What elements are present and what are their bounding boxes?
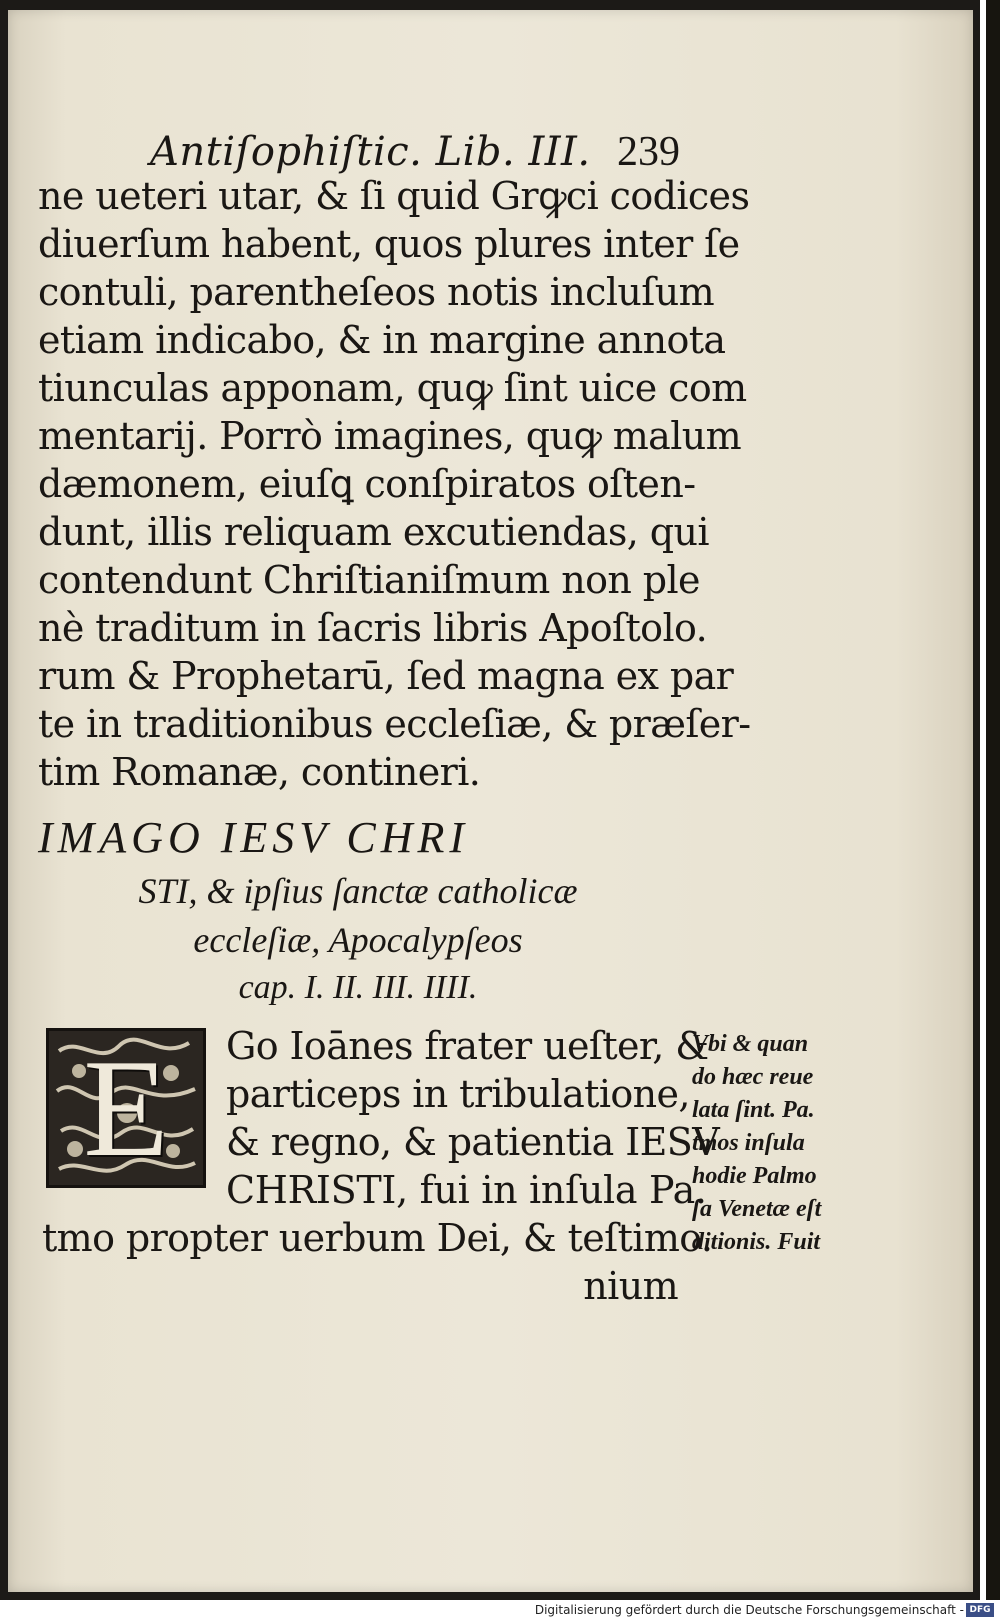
heading-line-4: cap. I. II. III. IIII. — [238, 969, 478, 1006]
page-number: 239 — [617, 129, 680, 175]
body-line: ne ueteri utar, & ſi quid Grꝙci codices — [38, 174, 750, 218]
heading-line-1: IMAGO IESV CHRI — [38, 813, 469, 862]
margin-note-line: ſa Venetæ eſt — [692, 1196, 822, 1222]
footer-credit: Digitalisierung gefördert durch die Deutsche Forschungsgemeinschaft - — [534, 1603, 964, 1617]
body-line: tim Romanæ, contineri. — [38, 750, 481, 794]
heading-line-2: STI, & ipſius ſanctæ catholicæ — [138, 871, 578, 911]
margin-note-line: tmos inſula — [692, 1130, 805, 1156]
initial-letter: E — [83, 1031, 169, 1186]
body-line: etiam indicabo, & in margine annota — [38, 318, 726, 362]
page-edge-shadow — [986, 0, 1000, 1600]
catchword: nium — [583, 1264, 678, 1308]
body-line: tiunculas apponam, quꝙ ſint uice com — [38, 366, 747, 410]
body-line: contuli, parentheſeos notis incluſum — [38, 270, 715, 314]
page-header — [150, 128, 680, 176]
digitization-footer — [0, 1600, 1000, 1620]
paragraph-line: particeps in tribulatione, — [226, 1072, 690, 1116]
paragraph-line: & regno, & patientia IESV — [226, 1120, 720, 1164]
section-heading — [38, 810, 678, 1012]
heading-line-3: eccleſiæ, Apocalypſeos — [193, 920, 523, 960]
body-line: mentarij. Porrò imagines, quꝙ malum — [38, 414, 742, 458]
dfg-logo: DFG — [966, 1603, 994, 1617]
body-line: rum & Prophetarū, ſed magna ex par — [38, 654, 734, 698]
margin-note-line: Vbi & quan — [692, 1031, 809, 1057]
body-text-block — [38, 172, 751, 796]
body-line: nè traditum in ſacris libris Apoſtolo. — [38, 606, 708, 650]
paragraph-line: tmo propter uerbum Dei, & teſtimo. — [42, 1216, 713, 1260]
margin-note-line: lata ſint. Pa. — [692, 1097, 815, 1123]
paragraph-line: Go Ioānes frater ueſter, & — [226, 1024, 709, 1068]
running-head: Antiſophiſtic. Lib. III. — [150, 129, 591, 175]
body-line: diuerſum habent, quos plures inter ſe — [38, 222, 740, 266]
margin-note-line: hodie Palmo — [692, 1163, 817, 1189]
body-line: dæmonem, eiuſꝗ conſpiratos oſten- — [38, 462, 696, 506]
paragraph-line: CHRISTI, fui in inſula Pa. — [226, 1168, 707, 1212]
marginal-note — [692, 1028, 834, 1259]
body-line: dunt, illis reliquam excutiendas, qui — [38, 510, 709, 554]
body-line: contendunt Chriſtianiſmum non ple — [38, 558, 700, 602]
margin-note-line: ditionis. Fuit — [692, 1229, 821, 1255]
body-line: te in traditionibus eccleſiæ, & præſer- — [38, 702, 751, 746]
margin-note-line: do hæc reue — [692, 1064, 814, 1090]
decorated-initial — [46, 1028, 206, 1188]
